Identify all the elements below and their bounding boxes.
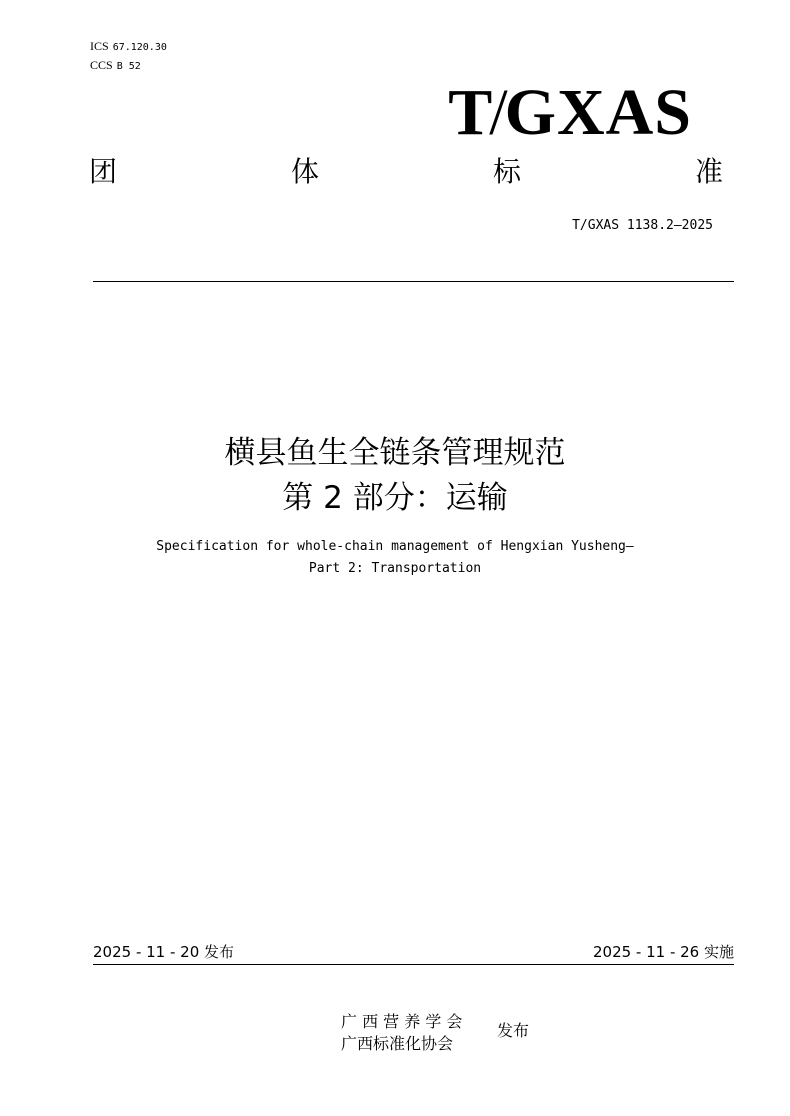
- issued-label: 发布: [497, 1021, 530, 1040]
- ics-label: ICS: [90, 39, 109, 53]
- brand-suffix: GXAS: [504, 76, 692, 149]
- category-char-2: 体: [291, 155, 320, 188]
- ics-code: [90, 40, 167, 54]
- issuer-org-1: 广 西 营 养 学 会: [341, 1012, 463, 1031]
- ccs-label: CCS: [90, 58, 113, 72]
- standard-brand-mark: [448, 78, 692, 148]
- title-english-line2: Part 2: Transportation: [308, 561, 482, 576]
- title-chinese-line1: 横县鱼生全链条管理规范: [224, 435, 566, 471]
- ccs-code: [90, 59, 141, 73]
- ccs-value: B 52: [116, 61, 141, 72]
- category-char-1: 团: [89, 155, 118, 188]
- issuer-org-2: 广西标准化协会: [341, 1034, 454, 1053]
- footer-divider: [93, 964, 734, 965]
- category-char-4: 准: [695, 155, 724, 188]
- publish-date: 2025 - 11 - 20 发布: [93, 943, 235, 961]
- brand-slash: /: [489, 76, 509, 149]
- standard-number: T/GXAS 1138.2—2025: [572, 218, 713, 233]
- ics-value: 67.120.30: [112, 42, 167, 53]
- title-english-line1: Specification for whole-chain management of Hengxian Yusheng—: [156, 539, 634, 554]
- category-char-3: 标: [493, 155, 522, 188]
- title-chinese-line2: 第 2 部分：运输: [282, 480, 508, 516]
- header-divider: [93, 281, 734, 282]
- implementation-date: 2025 - 11 - 26 实施: [592, 943, 734, 961]
- brand-prefix: T: [448, 76, 494, 149]
